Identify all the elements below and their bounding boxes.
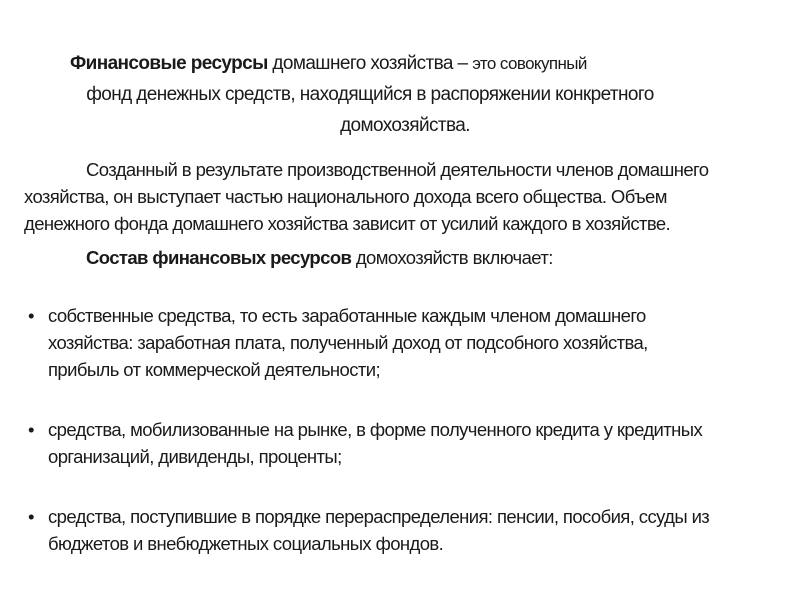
bullet-line: прибыль от коммерческой деятельности;	[48, 359, 381, 380]
title-text: домашнего хозяйства –	[267, 53, 473, 74]
title-bold-term: Финансовые ресурсы	[70, 53, 268, 74]
bullet-line: средства, мобилизованные на рынке, в форме полученного кредита у кредитных	[48, 419, 703, 440]
title-line-3: домохозяйства.	[340, 115, 470, 136]
title-line-2: фонд денежных средств, находящийся в распоряжении конкретного	[86, 84, 654, 105]
bullet-text	[48, 302, 784, 383]
bullet-line: организаций, дивиденды, проценты;	[48, 446, 342, 467]
paragraph-line-3: денежного фонда домашнего хозяйства зависит от усилий каждого в хозяйстве.	[24, 213, 671, 234]
paragraph-line-1: Созданный в результате производственной деятельности членов домашнего	[86, 159, 709, 180]
bullet-line: средства, поступившие в порядке перераспределения: пенсии, пособия, ссуды из	[48, 506, 710, 527]
composition-line	[24, 244, 784, 271]
bullet-text	[48, 416, 784, 470]
bullet-line: бюджетов и внебюджетных социальных фондов.	[48, 533, 444, 554]
bullet-line: хозяйства: заработная плата, полученный доход от подсобного хозяйства,	[48, 332, 648, 353]
bullet-marker: •	[28, 419, 34, 440]
composition-bold-term: Состав финансовых ресурсов	[86, 247, 352, 268]
composition-text: домохозяйств включает:	[351, 247, 553, 268]
title-text-small: это совокупный	[472, 54, 587, 73]
bullet-marker: •	[28, 506, 34, 527]
bullet-line: собственные средства, то есть заработанные каждым членом домашнего	[48, 305, 646, 326]
composition-heading	[24, 244, 784, 271]
bullet-marker: •	[28, 305, 34, 326]
title-line-1	[40, 48, 700, 79]
bullet-text	[48, 503, 784, 557]
paragraph-line-2: хозяйства, он выступает частью национального дохода всего общества. Объем	[24, 186, 667, 207]
intro-paragraph	[24, 156, 784, 237]
title-block	[40, 48, 700, 141]
